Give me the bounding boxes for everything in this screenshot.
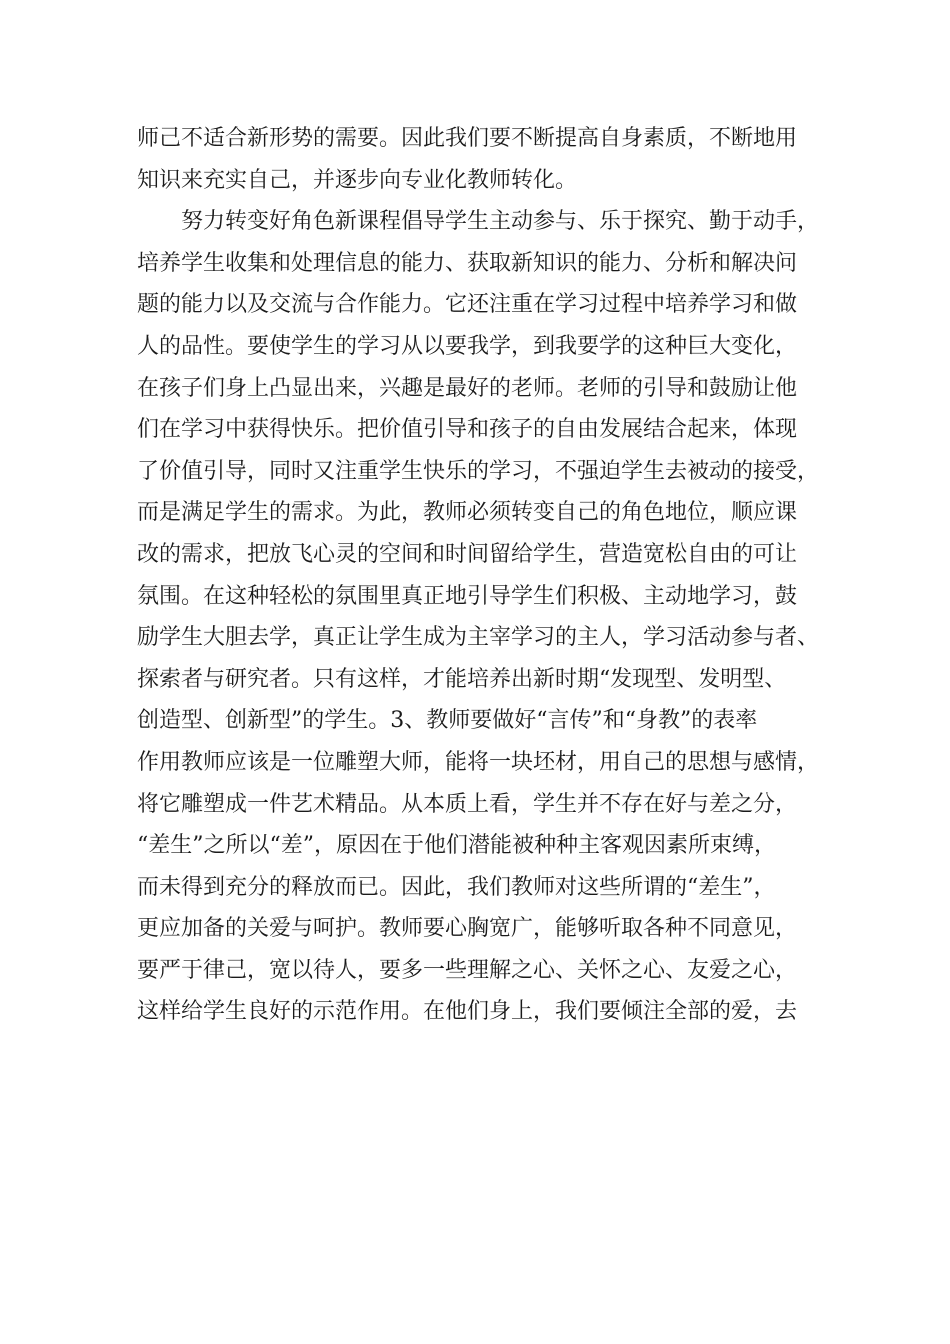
text-line: 题的能力以及交流与合作能力。它还注重在学习过程中培养学习和做	[137, 292, 798, 318]
text-line: 在孩子们身上凸显出来，兴趣是最好的老师。老师的引导和鼓励让他	[137, 375, 798, 401]
text-line: 培养学生收集和处理信息的能力、获取新知识的能力、分析和解决问	[137, 250, 798, 276]
text-line: 作用教师应该是一位雕塑大师，能将一块坯材，用自己的思想与感情，	[137, 749, 820, 775]
text-line: 改的需求，把放飞心灵的空间和时间留给学生，营造宽松自由的可让	[137, 541, 798, 567]
text-line: 知识来充实自己，并逐步向专业化教师转化。	[137, 167, 578, 193]
text-line: 师己不适合新形势的需要。因此我们要不断提高自身素质，不断地用	[137, 126, 798, 151]
text-line: “差生”之所以“差”，原因在于他们潜能被种种主客观因素所束缚，	[137, 833, 776, 859]
text-line: 了价值引导，同时又注重学生快乐的学习，不强迫学生去被动的接受，	[137, 458, 820, 484]
text-line: 要严于律己，宽以待人，要多一些理解之心、关怀之心、友爱之心，	[137, 957, 798, 983]
text-line: 努力转变好角色新课程倡导学生主动参与、乐于探究、勤于动手，	[137, 209, 820, 235]
text-line: 更应加备的关爱与呵护。教师要心胸宽广，能够听取各种不同意见，	[137, 916, 798, 942]
text-line: 而未得到充分的释放而已。因此，我们教师对这些所谓的“差生”，	[137, 874, 776, 900]
body-text	[137, 118, 827, 1033]
text-line: 励学生大胆去学，真正让学生成为主宰学习的主人，学习活动参与者、	[137, 625, 820, 651]
text-line: 将它雕塑成一件艺术精品。从本质上看，学生并不存在好与差之分，	[137, 791, 798, 817]
text-line: 们在学习中获得快乐。把价值引导和孩子的自由发展结合起来，体现	[137, 417, 798, 443]
text-line: 人的品性。要使学生的学习从以要我学，到我要学的这种巨大变化，	[137, 333, 798, 359]
text-line: 探索者与研究者。只有这样，才能培养出新时期“发现型、发明型、	[137, 666, 787, 692]
text-line: 氛围。在这种轻松的氛围里真正地引导学生们积极、主动地学习，鼓	[137, 583, 798, 609]
text-line: 这样给学生良好的示范作用。在他们身上，我们要倾注全部的爱，去	[137, 999, 798, 1025]
text-line: 而是满足学生的需求。为此，教师必须转变自己的角色地位，顺应课	[137, 500, 798, 526]
text-line: 创造型、创新型”的学生。3、教师要做好“言传”和“身教”的表率	[137, 708, 758, 734]
